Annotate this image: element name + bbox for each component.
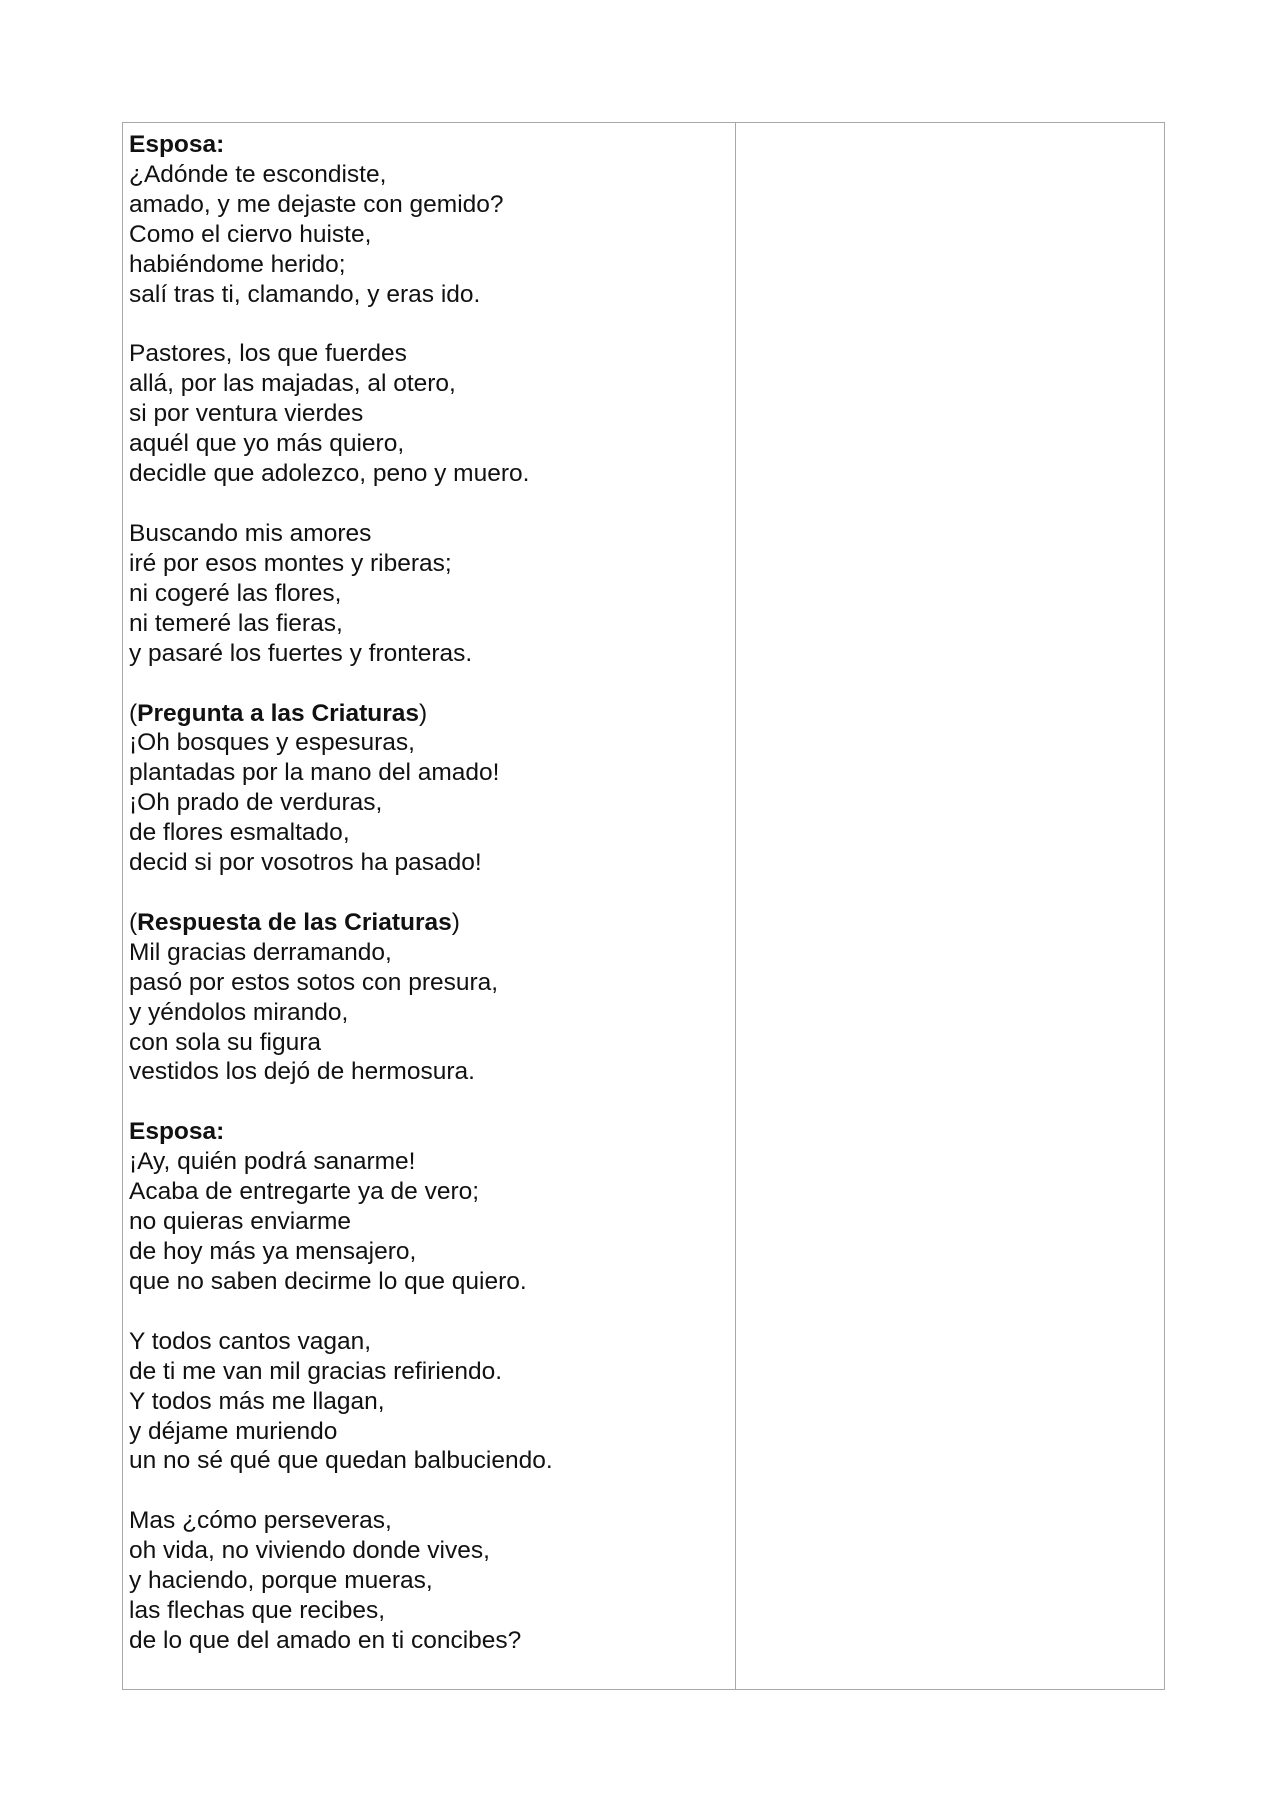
paren-open: ( xyxy=(129,908,138,936)
verse-line: salí tras ti, clamando, y eras ido. xyxy=(129,280,481,308)
verse-line: ¡Oh prado de verduras, xyxy=(129,789,383,817)
verse-line: decid si por vosotros ha pasado! xyxy=(129,849,482,877)
verse-line: no quieras enviarme xyxy=(129,1208,351,1236)
speaker-label: Esposa: xyxy=(129,131,225,158)
stanza-5 xyxy=(129,908,729,1087)
stanza-1 xyxy=(129,130,729,309)
verse-line: Mas ¿cómo perseveras, xyxy=(129,1507,392,1535)
verse-line: si por ventura vierdes xyxy=(129,400,364,428)
verse-line: las flechas que recibes, xyxy=(129,1597,386,1625)
verse-line: vestidos los dejó de hermosura. xyxy=(129,1058,475,1086)
section-heading xyxy=(129,699,729,729)
section-heading-label: Respuesta de las Criaturas xyxy=(137,908,452,936)
verse-line: y pasaré los fuertes y fronteras. xyxy=(129,639,473,667)
verse-line: ni cogeré las flores, xyxy=(129,579,342,607)
verse-line: con sola su figura xyxy=(129,1028,322,1056)
stanza-4 xyxy=(129,699,729,878)
speaker-label: Esposa: xyxy=(129,1118,225,1146)
stanza-7 xyxy=(129,1327,729,1477)
verse-line: Acaba de entregarte ya de vero; xyxy=(129,1178,480,1206)
verse-line: ¡Oh bosques y espesuras, xyxy=(129,729,415,757)
stanza-8 xyxy=(129,1506,729,1656)
verse-line: ¿Adónde te escondiste, xyxy=(129,160,387,188)
verse-line: de flores esmaltado, xyxy=(129,819,350,847)
paren-close: ) xyxy=(451,908,460,936)
section-heading xyxy=(129,908,729,938)
verse-line: de ti me van mil gracias refiriendo. xyxy=(129,1357,503,1385)
verse-line: de hoy más ya mensajero, xyxy=(129,1238,417,1265)
verse-line: pasó por estos sotos con presura, xyxy=(129,968,499,996)
verse-line: que no saben decirme lo que quiero. xyxy=(129,1267,527,1295)
verse-line: plantadas por la mano del amado! xyxy=(129,759,500,787)
verse-line: habiéndome herido; xyxy=(129,250,346,278)
verse-line: de lo que del amado en ti concibes? xyxy=(129,1626,522,1654)
verse-line: Pastores, los que fuerdes xyxy=(129,340,407,368)
verse-line: y haciendo, porque mueras, xyxy=(129,1567,433,1595)
stanza-2 xyxy=(129,339,729,489)
poem-table xyxy=(122,122,1165,1690)
paren-close: ) xyxy=(419,699,428,727)
verse-line: y déjame muriendo xyxy=(129,1417,338,1445)
paren-open: ( xyxy=(129,699,138,727)
stanza-3 xyxy=(129,519,729,669)
verse-line: Buscando mis amores xyxy=(129,519,372,547)
verse-line: aquél que yo más quiero, xyxy=(129,430,405,458)
verse-line: amado, y me dejaste con gemido? xyxy=(129,190,504,218)
verse-line: un no sé qué que quedan balbuciendo. xyxy=(129,1447,553,1475)
stanza-6 xyxy=(129,1117,729,1296)
verse-line: Y todos cantos vagan, xyxy=(129,1327,371,1355)
verse-line: ¡Ay, quién podrá sanarme! xyxy=(129,1148,416,1176)
verse-line: iré por esos montes y riberas; xyxy=(129,549,452,577)
verse-line: allá, por las majadas, al otero, xyxy=(129,370,456,398)
verse-line: Como el ciervo huiste, xyxy=(129,220,372,248)
poem-column xyxy=(123,123,736,1689)
verse-line: oh vida, no viviendo donde vives, xyxy=(129,1537,490,1565)
verse-line: decidle que adolezco, peno y muero. xyxy=(129,460,530,488)
verse-line: Y todos más me llagan, xyxy=(129,1387,385,1415)
verse-line: y yéndolos mirando, xyxy=(129,998,349,1026)
section-heading-label: Pregunta a las Criaturas xyxy=(137,699,420,727)
verse-line: Mil gracias derramando, xyxy=(129,938,392,966)
verse-line: ni temeré las fieras, xyxy=(129,609,343,637)
empty-column xyxy=(736,123,1164,1689)
